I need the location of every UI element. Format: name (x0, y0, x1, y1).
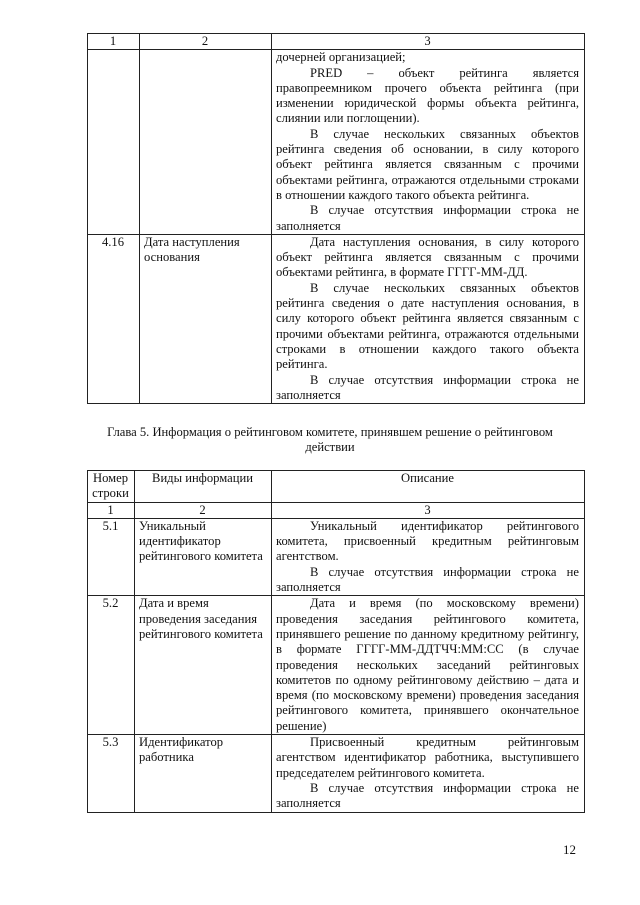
table-header-row (88, 471, 585, 503)
description-paragraph: В случае отсутствия информации строка не заполняется (276, 372, 579, 402)
description-cell (272, 50, 585, 235)
description-cell (272, 518, 585, 595)
table-row (88, 596, 585, 735)
chapter-caption: Глава 5. Информация о рейтинговом комитете, принявшем решение о рейтинговом действии (107, 425, 553, 454)
info-type-cell: Дата и время проведения заседания рейтингового комитета (135, 596, 272, 735)
column-header-info-type: Виды информации (135, 471, 272, 503)
column-number-row (88, 502, 585, 518)
description-cell (272, 596, 585, 735)
description-paragraph: Дата наступления основания, в силу которого объект рейтинга является связанным с прочими объектами рейтинга, в формате ГГГГ-ММ-ДД. (276, 234, 579, 280)
description-paragraph: В случае отсутствия информации строка не заполняется (276, 203, 579, 233)
row-number-cell: 5.3 (88, 735, 135, 812)
page-number: 12 (563, 842, 576, 857)
column-number-2: 2 (140, 34, 272, 50)
row-number-cell: 5.1 (88, 518, 135, 595)
column-number-1: 1 (88, 502, 135, 518)
description-cell (272, 735, 585, 812)
info-type-cell: Дата наступления основания (140, 234, 272, 403)
description-paragraph: Дата и время (по московскому времени) проведения заседания рейтингового комитета, принявшего решение по данному кредитному рейтингу, в формате ГГГГ-ММ-ДДТЧЧ:ММ:СС (в случае проведения нескольких заседаний рейтинговых комитетов по одному рейтинговому действию – дата и время (по московскому времени) проведения заседания рейтингового комитета, принявшего окончательное решение) (276, 596, 579, 733)
description-cell (272, 234, 585, 403)
table-row (88, 234, 585, 403)
description-paragraph: Уникальный идентификатор рейтингового комитета, присвоенный кредитным рейтинговым агентством. (276, 518, 579, 564)
description-paragraph: Присвоенный кредитным рейтинговым агентством идентификатор работника, выступившего председателем рейтингового комитета. (276, 735, 579, 780)
description-paragraph: В случае нескольких связанных объектов рейтинга сведения об основании, в силу которого объект рейтинга является связанным с прочими объектами рейтинга, отражаются отдельными строками в отношении каждого такого объекта рейтинга. (276, 126, 579, 202)
table-header-row (88, 34, 585, 50)
column-header-description: Описание (272, 471, 585, 503)
description-paragraph: В случае отсутствия информации строка не заполняется (276, 780, 579, 811)
row-number-cell: 5.2 (88, 596, 135, 735)
column-header-row-number: Номер строки (88, 471, 135, 503)
info-type-cell (140, 50, 272, 235)
table-chapter4-continued (87, 33, 585, 404)
row-number-cell (88, 50, 140, 235)
description-paragraph: В случае нескольких связанных объектов рейтинга сведения о дате наступления основания, в силу которого объект рейтинга является связанным с прочими объектами рейтинга, отражаются отдельными строками в отношении каждого такого объекта рейтинга. (276, 280, 579, 372)
column-number-3: 3 (272, 34, 585, 50)
row-number-cell: 4.16 (88, 234, 140, 403)
info-type-cell: Идентификатор работника (135, 735, 272, 812)
description-paragraph: В случае отсутствия информации строка не заполняется (276, 564, 579, 595)
table-chapter5 (87, 470, 585, 813)
info-type-cell: Уникальный идентификатор рейтингового комитета (135, 518, 272, 595)
description-paragraph: дочерней организацией; (276, 50, 406, 65)
column-number-1: 1 (88, 34, 140, 50)
column-number-3: 3 (272, 502, 585, 518)
table-row (88, 735, 585, 812)
table-row (88, 50, 585, 235)
column-number-2: 2 (135, 502, 272, 518)
description-paragraph: PRED – объект рейтинга является правопреемником прочего объекта рейтинга (при изменении юридической формы объекта рейтинга, слиянии или поглощении). (276, 65, 579, 126)
table-row (88, 518, 585, 595)
